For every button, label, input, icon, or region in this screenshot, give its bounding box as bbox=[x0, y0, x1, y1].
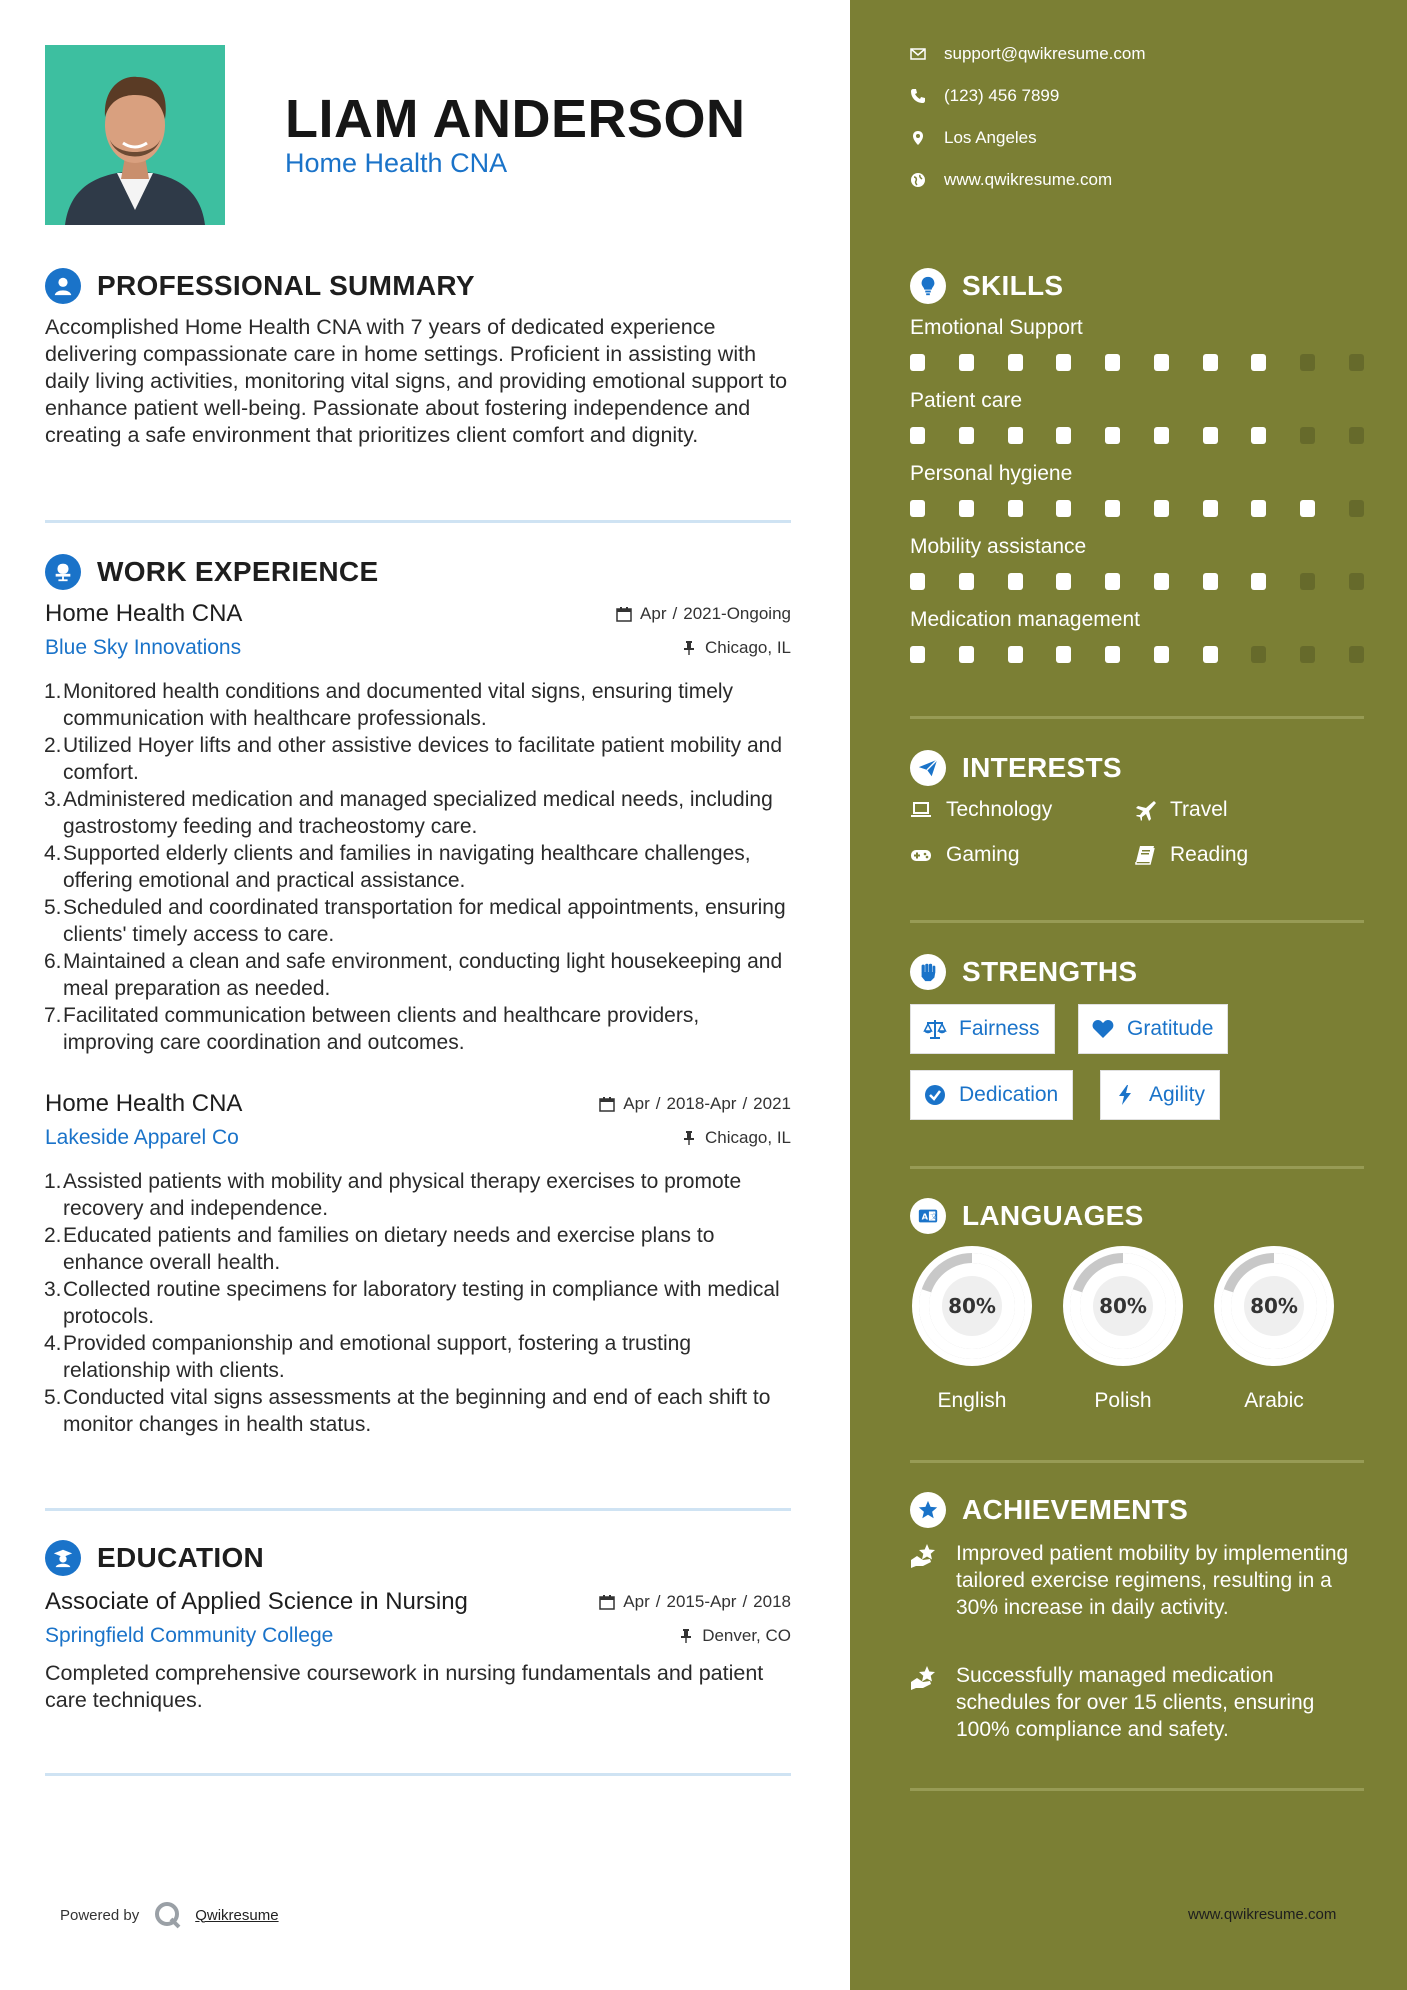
skill-dot-filled bbox=[1251, 354, 1266, 371]
language-name: English bbox=[937, 1389, 1007, 1412]
strengths-section-header bbox=[910, 954, 1137, 990]
language-item bbox=[1211, 1243, 1337, 1413]
paper-plane-icon bbox=[910, 750, 946, 786]
skill-name: Mobility assistance bbox=[910, 535, 1087, 558]
work-heading: WORK EXPERIENCE bbox=[97, 556, 379, 587]
skill-dot-filled bbox=[910, 573, 925, 590]
list-item: 3. Administered medication and managed specialized medical needs, including gastrostomy feeding and tracheostomy care. bbox=[44, 788, 773, 838]
language-name: Arabic bbox=[1244, 1389, 1304, 1412]
interest-item: Travel bbox=[1134, 798, 1228, 822]
language-item bbox=[909, 1243, 1035, 1413]
job-bullets bbox=[45, 1168, 791, 1438]
star-hand-icon bbox=[910, 1664, 940, 1692]
list-item: 4. Provided companionship and emotional support, fostering a trusting relationship with clients. bbox=[44, 1332, 692, 1382]
gamepad-icon bbox=[910, 844, 932, 866]
skill-name: Medication management bbox=[910, 608, 1140, 631]
skill-item bbox=[910, 462, 1364, 517]
skill-dot-filled bbox=[1154, 573, 1169, 590]
sidebar bbox=[850, 0, 1407, 1990]
skill-dot-filled bbox=[1056, 573, 1071, 590]
skill-dot-filled bbox=[959, 500, 974, 517]
summary-section-header bbox=[45, 268, 475, 304]
languages-heading: LANGUAGES bbox=[962, 1200, 1144, 1231]
globe-icon bbox=[910, 172, 926, 188]
job-dates: Apr / 2021-Ongoing bbox=[616, 604, 791, 624]
section-divider bbox=[910, 920, 1364, 923]
section-divider bbox=[45, 1773, 791, 1776]
school: Springfield Community College bbox=[45, 1624, 334, 1647]
achievement-text: Improved patient mobility by implementing tailored exercise regimens, resulting in a 30% increase in daily activity. bbox=[956, 1542, 1349, 1619]
calendar-icon bbox=[616, 606, 632, 622]
skill-dot-filled bbox=[1105, 573, 1120, 590]
star-hand-icon bbox=[910, 1542, 940, 1570]
skill-dot-filled bbox=[1008, 500, 1023, 517]
skill-dot-filled bbox=[1105, 427, 1120, 444]
fist-icon bbox=[910, 954, 946, 990]
pin-icon bbox=[681, 1130, 697, 1146]
skill-dot-filled bbox=[1154, 500, 1169, 517]
section-divider bbox=[45, 1508, 791, 1511]
job-role: Home Health CNA bbox=[45, 600, 243, 627]
skill-dot-filled bbox=[1251, 573, 1266, 590]
list-item: 1. Monitored health conditions and documented vital signs, ensuring timely communication with healthcare professionals. bbox=[44, 680, 734, 730]
skill-item bbox=[910, 389, 1364, 444]
skill-dot-empty bbox=[1349, 427, 1364, 444]
list-item: 1. Assisted patients with mobility and physical therapy exercises to promote recovery and independence. bbox=[44, 1170, 742, 1220]
skill-rating bbox=[910, 354, 1364, 371]
education-section-header bbox=[45, 1540, 264, 1576]
skill-dot-filled bbox=[1203, 427, 1218, 444]
bolt-icon bbox=[1113, 1083, 1137, 1107]
summary-text: Accomplished Home Health CNA with 7 years of dedicated experience delivering compassionate care in home settings. Proficient in assisting with daily living activities, monitoring vital signs, and providing emotional support to enhance patient well-being. Passionate about fostering independence and creating a safe environment that prioritizes client comfort and dignity. bbox=[45, 315, 788, 447]
language-percent: 80% bbox=[948, 1294, 996, 1318]
contact-phone[interactable]: (123) 456 7899 bbox=[910, 86, 1059, 106]
language-percent: 80% bbox=[1099, 1294, 1147, 1318]
skill-dot-filled bbox=[1203, 354, 1218, 371]
translate-icon bbox=[910, 1198, 946, 1234]
skill-dot-filled bbox=[910, 646, 925, 663]
candidate-title: Home Health CNA bbox=[285, 148, 508, 178]
skill-dot-empty bbox=[1300, 354, 1315, 371]
skill-rating bbox=[910, 427, 1364, 444]
strength-tag: Fairness bbox=[910, 1004, 1055, 1054]
heart-icon bbox=[1091, 1017, 1115, 1041]
skill-dot-filled bbox=[1056, 354, 1071, 371]
skill-dot-empty bbox=[1300, 427, 1315, 444]
interest-item: Gaming bbox=[910, 843, 1020, 867]
language-item bbox=[1060, 1243, 1186, 1413]
skill-dot-filled bbox=[959, 354, 974, 371]
svg-text:文: 文 bbox=[930, 1212, 938, 1222]
section-divider bbox=[910, 1460, 1364, 1463]
strength-tag: Dedication bbox=[910, 1070, 1073, 1120]
skill-dot-filled bbox=[959, 573, 974, 590]
achievement-item bbox=[910, 1540, 1364, 1621]
interests-heading: INTERESTS bbox=[962, 752, 1122, 783]
job-location: Chicago, IL bbox=[681, 1128, 791, 1148]
skill-dot-filled bbox=[1203, 646, 1218, 663]
interest-item: Reading bbox=[1134, 843, 1248, 867]
skill-name: Emotional Support bbox=[910, 316, 1083, 339]
skill-dot-filled bbox=[1056, 427, 1071, 444]
skill-dot-filled bbox=[1008, 646, 1023, 663]
skill-rating bbox=[910, 646, 1364, 663]
achievement-item bbox=[910, 1662, 1364, 1743]
skill-dot-filled bbox=[1154, 427, 1169, 444]
skill-dot-empty bbox=[1251, 646, 1266, 663]
job-entry bbox=[45, 600, 791, 1056]
strength-tag: Agility bbox=[1100, 1070, 1220, 1120]
job-company: Lakeside Apparel Co bbox=[45, 1126, 239, 1149]
work-section-header bbox=[45, 554, 378, 590]
star-badge-icon bbox=[910, 1492, 946, 1528]
skill-dot-filled bbox=[1056, 646, 1071, 663]
section-divider bbox=[45, 520, 791, 523]
skill-name: Patient care bbox=[910, 389, 1023, 412]
education-heading: EDUCATION bbox=[97, 1542, 265, 1573]
skill-item bbox=[910, 316, 1364, 371]
contact-location: Los Angeles bbox=[910, 128, 1037, 148]
skill-dot-filled bbox=[1154, 354, 1169, 371]
calendar-icon bbox=[599, 1594, 615, 1610]
skill-rating bbox=[910, 500, 1364, 517]
skill-dot-filled bbox=[1008, 354, 1023, 371]
candidate-name: LIAM ANDERSON bbox=[285, 89, 746, 149]
graduate-icon bbox=[45, 1540, 81, 1576]
achievements-heading: ACHIEVEMENTS bbox=[962, 1494, 1189, 1525]
contact-email[interactable]: support@qwikresume.com bbox=[910, 44, 1146, 64]
skill-dot-filled bbox=[910, 427, 925, 444]
skill-dot-filled bbox=[1056, 500, 1071, 517]
laptop-icon bbox=[910, 799, 932, 821]
achievement-text: Successfully managed medication schedules for over 15 clients, ensuring 100% compliance and safety. bbox=[956, 1664, 1315, 1741]
scale-icon bbox=[923, 1017, 947, 1041]
list-item: 2. Educated patients and families on dietary needs and exercise plans to enhance overall health. bbox=[44, 1224, 715, 1274]
list-item: 7. Facilitated communication between clients and healthcare providers, improving care coordination and outcomes. bbox=[44, 1004, 700, 1054]
briefcase-icon bbox=[45, 554, 81, 590]
section-divider bbox=[910, 1166, 1364, 1169]
profile-photo bbox=[45, 45, 225, 225]
skill-dot-filled bbox=[1203, 500, 1218, 517]
skill-dot-filled bbox=[959, 646, 974, 663]
education-description: Completed comprehensive coursework in nursing fundamentals and patient care techniques. bbox=[45, 1661, 764, 1712]
pin-icon bbox=[681, 640, 697, 656]
job-bullets bbox=[45, 678, 791, 1056]
skill-dot-filled bbox=[1105, 646, 1120, 663]
skill-dot-empty bbox=[1349, 354, 1364, 371]
interests-section-header bbox=[910, 750, 1122, 786]
user-icon bbox=[45, 268, 81, 304]
job-entry bbox=[45, 1090, 791, 1438]
skill-dot-filled bbox=[1008, 427, 1023, 444]
skill-dot-filled bbox=[1105, 500, 1120, 517]
lightbulb-icon bbox=[910, 268, 946, 304]
language-gauge bbox=[909, 1243, 1035, 1369]
skill-item bbox=[910, 535, 1364, 590]
strength-tag: Gratitude bbox=[1078, 1004, 1228, 1054]
brand-link[interactable]: Qwikresume bbox=[195, 1906, 279, 1924]
skill-dot-filled bbox=[1154, 646, 1169, 663]
language-gauge bbox=[1060, 1243, 1186, 1369]
language-gauge bbox=[1211, 1243, 1337, 1369]
skill-dot-filled bbox=[1203, 573, 1218, 590]
language-percent: 80% bbox=[1250, 1294, 1298, 1318]
skills-section-header bbox=[910, 268, 1063, 304]
list-item: 5. Conducted vital signs assessments at the beginning and end of each shift to monitor changes in health status. bbox=[44, 1386, 771, 1436]
skill-dot-filled bbox=[959, 427, 974, 444]
skill-dot-empty bbox=[1349, 573, 1364, 590]
skills-heading: SKILLS bbox=[962, 270, 1064, 301]
envelope-icon bbox=[910, 46, 926, 62]
language-name: Polish bbox=[1094, 1389, 1152, 1412]
job-location: Chicago, IL bbox=[681, 638, 791, 658]
map-pin-icon bbox=[910, 130, 926, 146]
pin-icon bbox=[678, 1628, 694, 1644]
education-dates: Apr / 2015-Apr / 2018 bbox=[599, 1592, 791, 1612]
plane-icon bbox=[1134, 799, 1156, 821]
languages-section-header bbox=[910, 1198, 1144, 1234]
skill-dot-filled bbox=[1251, 427, 1266, 444]
skill-item bbox=[910, 608, 1364, 663]
skill-name: Personal hygiene bbox=[910, 462, 1073, 485]
job-company: Blue Sky Innovations bbox=[45, 636, 242, 659]
achievements-section-header bbox=[910, 1492, 1188, 1528]
list-item: 3. Collected routine specimens for laboratory testing in compliance with medical protocols. bbox=[44, 1278, 780, 1328]
education-location: Denver, CO bbox=[678, 1626, 791, 1646]
skill-dot-empty bbox=[1349, 646, 1364, 663]
skill-rating bbox=[910, 573, 1364, 590]
job-dates: Apr / 2018-Apr / 2021 bbox=[599, 1094, 791, 1114]
footer-url[interactable]: www.qwikresume.com bbox=[1188, 1906, 1337, 1923]
list-item: 4. Supported elderly clients and families in navigating healthcare challenges, offering emotional and practical assistance. bbox=[44, 842, 751, 892]
degree: Associate of Applied Science in Nursing bbox=[45, 1588, 468, 1615]
svg-text:A: A bbox=[921, 1211, 928, 1222]
skill-dot-filled bbox=[1300, 500, 1315, 517]
education-entry bbox=[45, 1588, 791, 1714]
qwikresume-logo-icon bbox=[153, 1900, 183, 1930]
skill-dot-empty bbox=[1349, 500, 1364, 517]
calendar-icon bbox=[599, 1096, 615, 1112]
check-circle-icon bbox=[923, 1083, 947, 1107]
skill-dot-empty bbox=[1300, 646, 1315, 663]
skill-dot-filled bbox=[910, 500, 925, 517]
phone-icon bbox=[910, 88, 926, 104]
summary-heading: PROFESSIONAL SUMMARY bbox=[97, 270, 475, 301]
skill-dot-filled bbox=[1105, 354, 1120, 371]
skill-dot-filled bbox=[910, 354, 925, 371]
interest-item: Technology bbox=[910, 798, 1052, 822]
powered-by: Powered by Qwikresume bbox=[60, 1900, 279, 1930]
job-role: Home Health CNA bbox=[45, 1090, 243, 1117]
list-item: 5. Scheduled and coordinated transportation for medical appointments, ensuring clients' timely access to care. bbox=[44, 896, 786, 946]
skill-dot-empty bbox=[1300, 573, 1315, 590]
book-icon bbox=[1134, 844, 1156, 866]
section-divider bbox=[910, 1788, 1364, 1791]
contact-website[interactable]: www.qwikresume.com bbox=[910, 170, 1112, 190]
list-item: 6. Maintained a clean and safe environment, conducting light housekeeping and meal preparation as needed. bbox=[44, 950, 783, 1000]
section-divider bbox=[910, 716, 1364, 719]
strengths-heading: STRENGTHS bbox=[962, 956, 1138, 987]
skill-dot-filled bbox=[1251, 500, 1266, 517]
skill-dot-filled bbox=[1008, 573, 1023, 590]
list-item: 2. Utilized Hoyer lifts and other assistive devices to facilitate patient mobility and comfort. bbox=[44, 734, 783, 784]
